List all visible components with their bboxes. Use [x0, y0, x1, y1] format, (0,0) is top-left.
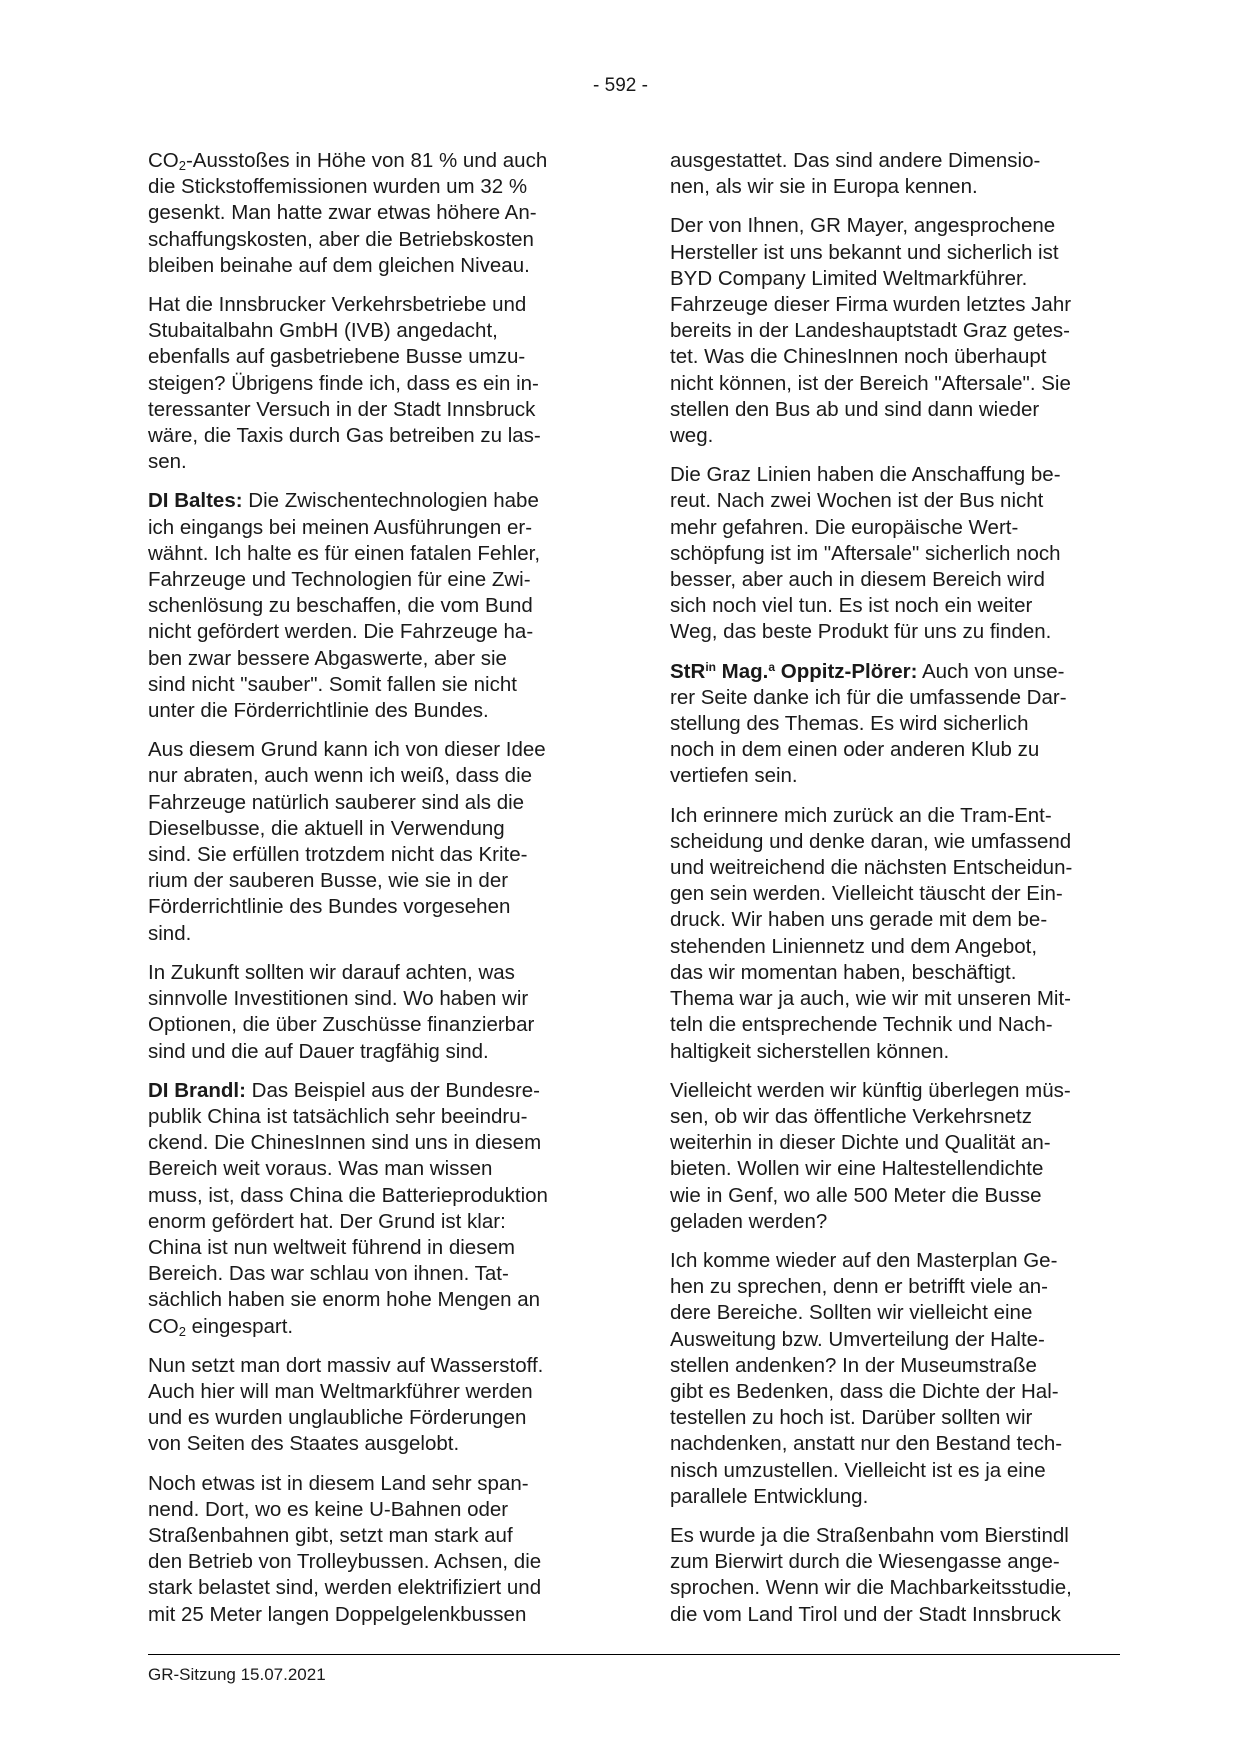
text-line: sich noch viel tun. Es ist noch ein weiter	[670, 594, 1033, 618]
text-line: teln die entsprechende Technik und Nach-	[670, 1013, 1053, 1037]
text-line: das wir momentan haben, beschäftigt.	[670, 960, 1017, 984]
text: Das Beispiel aus der Bundesre-	[245, 1078, 540, 1102]
paragraph-ivb-question	[148, 292, 600, 475]
text-line: publik China ist tatsächlich sehr beeindru-	[148, 1104, 528, 1128]
text-line: unter die Förderrichtlinie des Bundes.	[148, 699, 489, 723]
paragraph-masterplan	[670, 1248, 1122, 1510]
speaker-name: DI Brandl:	[148, 1078, 246, 1102]
text-line: China ist nun weltweit führend in diesem	[148, 1235, 515, 1259]
text-line: nisch umzustellen. Vielleicht ist es ja eine	[670, 1458, 1046, 1482]
paragraph-oppitz-ploerer	[670, 659, 1122, 790]
subscript: 2	[178, 1323, 186, 1339]
paragraph-hydrogen	[148, 1353, 600, 1458]
text-line: ebenfalls auf gasbetriebene Busse umzu-	[148, 345, 526, 369]
text-line: und weitreichend die nächsten Entscheidun-	[670, 856, 1073, 880]
text-line: noch in dem einen oder anderen Klub zu	[670, 738, 1040, 762]
paragraph-graz-linien	[670, 462, 1122, 645]
paragraph-reason	[148, 737, 600, 947]
text-line: Aus diesem Grund kann ich von dieser Idee	[148, 738, 546, 762]
text-line: stellen den Bus ab und sind dann wieder	[670, 397, 1040, 421]
text-line: Der von Ihnen, GR Mayer, angesprochene	[670, 214, 1056, 238]
text-line: sind.	[148, 921, 192, 945]
text-line: In Zukunft sollten wir darauf achten, was	[148, 960, 515, 984]
text: eingespart.	[185, 1314, 294, 1338]
text: Auch von unse-	[917, 659, 1065, 683]
text-line: teressanter Versuch in der Stadt Innsbruck	[148, 397, 536, 421]
text-line: ausgestattet. Das sind andere Dimensio-	[670, 149, 1041, 172]
text-line: rium der sauberen Busse, wie sie in der	[148, 869, 509, 893]
text-line: geladen werden?	[670, 1209, 828, 1233]
paragraph-baltes	[148, 488, 600, 724]
paragraph-brandl	[148, 1078, 600, 1340]
text-line: Bereich weit voraus. Was man wissen	[148, 1157, 493, 1181]
text-line: wäre, die Taxis durch Gas betreiben zu las-	[148, 424, 541, 448]
text-line: die vom Land Tirol und der Stadt Innsbruck	[670, 1602, 1061, 1626]
text-line: sen, ob wir das öffentliche Verkehrsnetz	[670, 1104, 1032, 1128]
text-line: Fahrzeuge dieser Firma wurden letztes Jahr	[670, 293, 1072, 317]
text: Mag.	[715, 659, 769, 683]
footer-divider	[148, 1654, 1120, 1655]
paragraph-future	[148, 960, 600, 1065]
footer-session-date: GR-Sitzung 15.07.2021	[148, 1665, 326, 1684]
text-line: Die Graz Linien haben die Anschaffung be-	[670, 463, 1061, 487]
text-line: Thema war ja auch, wie wir mit unseren Mit-	[670, 987, 1072, 1011]
text-line: stark belastet sind, werden elektrifiziert und	[148, 1576, 542, 1600]
text-line: sind nicht "sauber". Somit fallen sie nicht	[148, 672, 517, 696]
text-line: Optionen, die über Zuschüsse finanzierbar	[148, 1013, 535, 1037]
text-line: mehr gefahren. Die europäische Wert-	[670, 515, 1019, 539]
text-line: enorm gefördert hat. Der Grund ist klar:	[148, 1209, 506, 1233]
text-line: von Seiten des Staates ausgelobt.	[148, 1432, 460, 1456]
text-line: schöpfung ist im "Aftersale" sicherlich noch	[670, 541, 1061, 565]
text-line: sprochen. Wenn wir die Machbarkeitsstudie,	[670, 1576, 1072, 1600]
text-line: scheidung und denke daran, wie umfassend	[670, 829, 1072, 853]
superscript: in	[705, 659, 716, 674]
text: gesenkt. Man hatte zwar etwas höhere An-	[148, 201, 537, 225]
right-column	[670, 148, 1122, 1641]
text-line: wähnt. Ich halte es für einen fatalen Fehler,	[148, 541, 541, 565]
text-line: nend. Dort, wo es keine U-Bahnen oder	[148, 1497, 509, 1521]
text-line: steigen? Übrigens finde ich, dass es ein in-	[148, 371, 539, 395]
speaker-name	[670, 660, 917, 683]
speaker-name: DI Baltes:	[148, 489, 243, 513]
text-line: stehenden Liniennetz und dem Angebot,	[670, 934, 1038, 958]
text-line: Förderrichtlinie des Bundes vorgesehen	[148, 895, 511, 919]
text-line: Fahrzeuge und Technologien für eine Zwi-	[148, 568, 531, 592]
text-line: sächlich haben sie enorm hohe Mengen an	[148, 1288, 541, 1312]
text-line: gibt es Bedenken, dass die Dichte der Hal-	[670, 1379, 1059, 1403]
paragraph-network-density	[670, 1078, 1122, 1235]
text: StR	[670, 659, 706, 683]
paragraph-dimensions	[670, 148, 1122, 200]
text: Die Zwischentechnologien habe	[242, 489, 539, 513]
text-line: besser, aber auch in diesem Bereich wird	[670, 568, 1045, 592]
text-line: haltigkeit sicherstellen können.	[670, 1039, 950, 1063]
text-line: zum Bierwirt durch die Wiesengasse ange-	[670, 1550, 1060, 1574]
text-line: weiterhin in dieser Dichte und Qualität an-	[670, 1131, 1051, 1155]
text: -Ausstoßes in Höhe von 81 % und auch	[185, 149, 548, 172]
text-line: Auch hier will man Weltmarkführer werden	[148, 1379, 533, 1403]
paragraph-tram-decision	[670, 803, 1122, 1065]
text-line: stellung des Themas. Es wird sicherlich	[670, 712, 1029, 736]
text-line: Dieselbusse, die aktuell in Verwendung	[148, 816, 505, 840]
text-line: sind. Sie erfüllen trotzdem nicht das Krite-	[148, 843, 528, 867]
text-line: Ich komme wieder auf den Masterplan Ge-	[670, 1248, 1058, 1272]
text-line: Stubaitalbahn GmbH (IVB) angedacht,	[148, 319, 498, 343]
text: CO	[148, 149, 179, 172]
text: die Stickstoffemissionen wurden um 32 %	[148, 175, 528, 199]
text-line: Bereich. Das war schlau von ihnen. Tat-	[148, 1262, 509, 1286]
text-line: schenlösung zu beschaffen, die vom Bund	[148, 594, 533, 618]
text: Oppitz-Plörer:	[775, 659, 918, 683]
text-line: Fahrzeuge natürlich sauberer sind als die	[148, 790, 525, 814]
text-line: ich eingangs bei meinen Ausführungen er-	[148, 515, 533, 539]
text-line: nicht können, ist der Bereich "Aftersale". Sie	[670, 371, 1071, 395]
text-line: vertiefen sein.	[670, 764, 798, 788]
text-line: tet. Was die ChinesInnen noch überhaupt	[670, 345, 1047, 369]
text-line: Hersteller ist uns bekannt und sicherlich ist	[670, 240, 1059, 264]
text: CO	[148, 1314, 179, 1338]
text-line: Noch etwas ist in diesem Land sehr span-	[148, 1471, 529, 1495]
text-line: dere Bereiche. Sollten wir vielleicht eine	[670, 1301, 1033, 1325]
text-line: und es wurden unglaubliche Förderungen	[148, 1406, 527, 1430]
text-line: mit 25 Meter langen Doppelgelenkbussen	[148, 1602, 527, 1626]
text-line: nur abraten, auch wenn ich weiß, dass die	[148, 764, 533, 788]
paragraph-strassenbahn	[670, 1523, 1122, 1628]
text-line: Nun setzt man dort massiv auf Wasserstoff.	[148, 1353, 544, 1377]
superscript: a	[768, 659, 776, 674]
text-line: parallele Entwicklung.	[670, 1484, 869, 1508]
text-line: Hat die Innsbrucker Verkehrsbetriebe und	[148, 293, 527, 317]
left-column	[148, 148, 600, 1641]
text-line: BYD Company Limited Weltmarkführer.	[670, 266, 1028, 290]
text-line: rer Seite danke ich für die umfassende Dar-	[670, 685, 1067, 709]
text-line: sen.	[148, 450, 187, 474]
text-line: weg.	[670, 424, 714, 448]
text-line: Weg, das beste Produkt für uns zu finden.	[670, 620, 1052, 644]
text-line: reut. Nach zwei Wochen ist der Bus nicht	[670, 489, 1044, 513]
paragraph-trolleybus	[148, 1471, 600, 1628]
text-line: gen sein werden. Vielleicht täuscht der Ein-	[670, 882, 1063, 906]
text-line: Ich erinnere mich zurück an die Tram-Ent-	[670, 803, 1052, 827]
page-number: - 592 -	[593, 75, 648, 96]
text: bleiben beinahe auf dem gleichen Niveau.	[148, 253, 530, 277]
text-line: Straßenbahnen gibt, setzt man stark auf	[148, 1523, 513, 1547]
text-line: druck. Wir haben uns gerade mit dem be-	[670, 908, 1048, 932]
text-line: sind und die auf Dauer tragfähig sind.	[148, 1039, 489, 1063]
text-line: nicht gefördert werden. Die Fahrzeuge ha-	[148, 620, 534, 644]
text-line: bieten. Wollen wir eine Haltestellendichte	[670, 1157, 1044, 1181]
text: schaffungskosten, aber die Betriebskosten	[148, 227, 534, 251]
text-line: stellen andenken? In der Museumstraße	[670, 1353, 1037, 1377]
text-line: Vielleicht werden wir künftig überlegen müs-	[670, 1078, 1071, 1102]
text-line: Es wurde ja die Straßenbahn vom Bierstindl	[670, 1523, 1069, 1547]
text-line: ckend. Die ChinesInnen sind uns in diesem	[148, 1131, 542, 1155]
paragraph-byd	[670, 213, 1122, 449]
text-line: testellen zu hoch ist. Darüber sollten wir	[670, 1406, 1033, 1430]
text-line: nen, als wir sie in Europa kennen.	[670, 175, 978, 199]
subscript: 2	[178, 158, 186, 173]
text-line: ben zwar bessere Abgaswerte, aber sie	[148, 646, 507, 670]
text-line: hen zu sprechen, denn er betrifft viele an-	[670, 1275, 1048, 1299]
text-line: nachdenken, anstatt nur den Bestand tech-	[670, 1432, 1063, 1456]
text-line: sinnvolle Investitionen sind. Wo haben wir	[148, 987, 529, 1011]
text-line: muss, ist, dass China die Batterieproduktion	[148, 1183, 548, 1207]
text-line: wie in Genf, wo alle 500 Meter die Busse	[670, 1183, 1042, 1207]
text-line: bereits in der Landeshauptstadt Graz getes-	[670, 319, 1070, 343]
paragraph-co2-emissions	[148, 148, 600, 279]
text-line: Ausweitung bzw. Umverteilung der Halte-	[670, 1327, 1045, 1351]
text-line: den Betrieb von Trolleybussen. Achsen, die	[148, 1550, 542, 1574]
